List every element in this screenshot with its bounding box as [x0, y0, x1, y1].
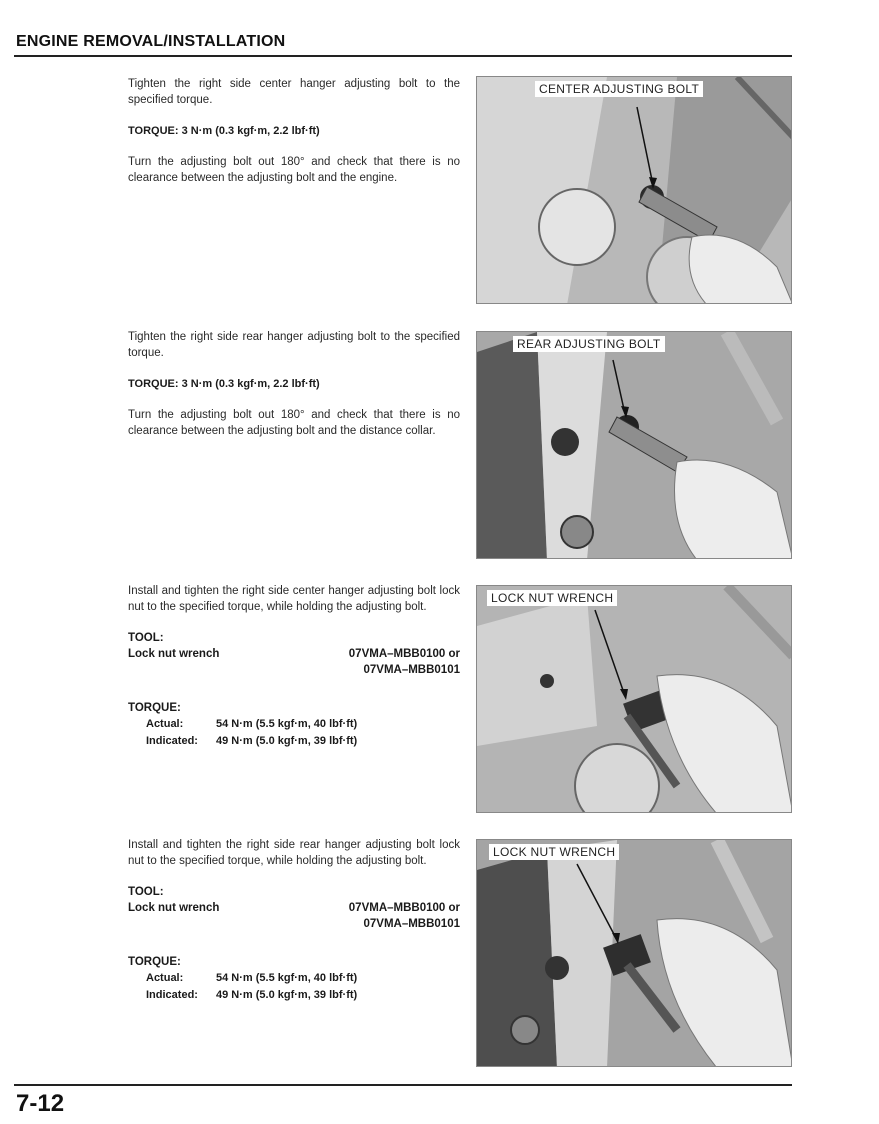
section-4-indicated-value: 49 N·m (5.0 kgf·m, 39 lbf·ft) [216, 989, 358, 1001]
section-3-text [128, 583, 460, 750]
section-3-photo [476, 585, 792, 813]
section-4-tool-number-1: 07VMA–MBB0100 or [348, 902, 460, 914]
section-1-callout: CENTER ADJUSTING BOLT [535, 81, 703, 97]
lock-nut-wrench-photo-2 [477, 840, 792, 1067]
section-3-tool-name: Lock nut wrench [128, 648, 220, 660]
section-4-tool-number-2: 07VMA–MBB0101 [363, 918, 460, 930]
section-4-tool-numbers [349, 900, 460, 932]
header-rule [14, 55, 792, 57]
section-4-actual-label: Actual: [146, 972, 184, 984]
section-3-tool-label: TOOL: [128, 632, 164, 644]
section-3-instruction: Install and tighten the right side center hanger adjusting bolt lock nut to the specified torque, while holding the adjusting bolt. [128, 585, 460, 613]
section-1-check: Turn the adjusting bolt out 180° and check that there is no clearance between the adjusting bolt and the engine. [128, 156, 460, 184]
section-4-tool-row [128, 900, 460, 932]
section-4-instruction: Install and tighten the right side rear hanger adjusting bolt lock nut to the specified torque, while holding the adjusting bolt. [128, 839, 460, 867]
section-2-check: Turn the adjusting bolt out 180° and check that there is no clearance between the adjusting bolt and the distance collar. [128, 409, 460, 437]
section-3-indicated-value: 49 N·m (5.0 kgf·m, 39 lbf·ft) [216, 735, 358, 747]
section-4-tool-label: TOOL: [128, 886, 164, 898]
section-4-text [128, 837, 460, 1004]
section-3-torque-label: TORQUE: [128, 702, 181, 714]
section-3-tool-numbers [349, 646, 460, 678]
section-3-indicated-label: Indicated: [146, 735, 198, 747]
section-4-tool-name: Lock nut wrench [128, 902, 220, 914]
section-1-photo [476, 76, 792, 304]
section-1-torque: TORQUE: 3 N·m (0.3 kgf·m, 2.2 lbf·ft) [128, 125, 320, 137]
section-3-actual-value: 54 N·m (5.5 kgf·m, 40 lbf·ft) [216, 718, 358, 730]
section-4-actual-row [128, 970, 460, 987]
section-2-callout: REAR ADJUSTING BOLT [513, 336, 665, 352]
section-2-photo [476, 331, 792, 559]
section-1-text [128, 76, 460, 201]
page-title: ENGINE REMOVAL/INSTALLATION [16, 33, 286, 50]
section-3-actual-row [128, 716, 460, 733]
section-2-text [128, 329, 460, 454]
section-4-indicated-row [128, 987, 460, 1004]
rear-adjusting-bolt-photo [477, 332, 792, 559]
section-3-actual-label: Actual: [146, 718, 184, 730]
section-3-callout: LOCK NUT WRENCH [487, 590, 617, 606]
section-3-indicated-row [128, 733, 460, 750]
section-3-tool-number-1: 07VMA–MBB0100 or [348, 648, 460, 660]
section-3-tool-number-2: 07VMA–MBB0101 [363, 664, 460, 676]
section-1-instruction: Tighten the right side center hanger adjusting bolt to the specified torque. [128, 78, 460, 106]
section-4-torque-label: TORQUE: [128, 956, 181, 968]
page-number: 7-12 [16, 1090, 65, 1117]
section-2-torque: TORQUE: 3 N·m (0.3 kgf·m, 2.2 lbf·ft) [128, 378, 320, 390]
lock-nut-wrench-photo-1 [477, 586, 792, 813]
section-4-photo [476, 839, 792, 1067]
section-3-tool-row [128, 646, 460, 678]
section-2-instruction: Tighten the right side rear hanger adjusting bolt to the specified torque. [128, 331, 460, 359]
section-4-actual-value: 54 N·m (5.5 kgf·m, 40 lbf·ft) [216, 972, 358, 984]
section-4-indicated-label: Indicated: [146, 989, 198, 1001]
center-adjusting-bolt-photo [477, 77, 792, 304]
footer-rule [14, 1084, 792, 1086]
section-4-callout: LOCK NUT WRENCH [489, 844, 619, 860]
